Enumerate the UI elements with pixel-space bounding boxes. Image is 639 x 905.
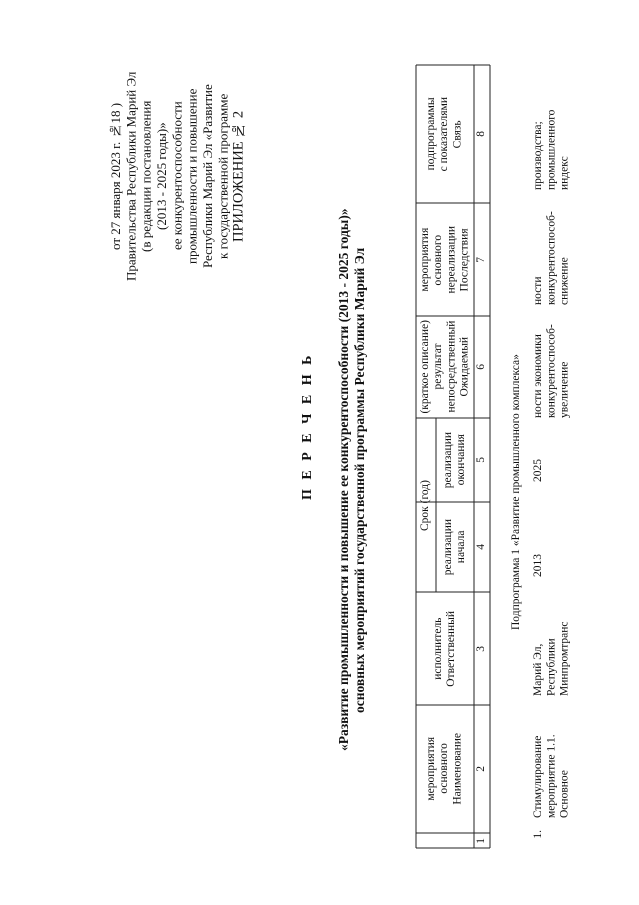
- appendix-line: Республики Марий Эл «Развитие: [199, 84, 215, 268]
- appendix-line: промышленности и повышение: [184, 88, 200, 264]
- cell-text: Основное: [558, 770, 571, 818]
- header-text: Связь: [451, 119, 464, 149]
- cell-text: индекс: [558, 156, 571, 190]
- cell-text: конкурентоспособ-: [545, 324, 558, 418]
- header-text: (краткое описание): [418, 320, 431, 414]
- appendix-title: ПРИЛОЖЕНИЕ № 2: [230, 110, 247, 242]
- column-number: 1: [475, 837, 488, 844]
- header-text: основного: [438, 743, 451, 795]
- header-text: реализации: [441, 518, 454, 576]
- header-text: Срок (год): [419, 479, 432, 531]
- column-number: 2: [475, 766, 488, 772]
- cell-text: Стимулирование: [532, 735, 544, 818]
- header-text: с показателями: [438, 96, 451, 172]
- header-consequences: [416, 203, 474, 316]
- header-start: [436, 502, 474, 592]
- header-text: Ответственный: [445, 610, 457, 687]
- header-end: [436, 418, 474, 502]
- column-number: 7: [475, 256, 488, 263]
- header-result: [416, 316, 474, 418]
- cell-text: Республики: [545, 638, 558, 696]
- row-number: 1.: [532, 830, 544, 839]
- header-name: [416, 705, 474, 833]
- subprogram-title: Подпрограмма 1 «Развитие промышленного комплекса»: [510, 354, 522, 630]
- header-text: мероприятия: [418, 227, 431, 292]
- cell-text: конкурентоспособ-: [545, 211, 558, 305]
- header-text: исполнитель: [431, 617, 444, 680]
- header-text: Последствия: [458, 228, 471, 291]
- column-number: 5: [475, 457, 488, 463]
- header-text: начала: [455, 530, 467, 564]
- subtitle-line-2: «Развитие промышленности и повышение ее конкурентоспособности (2013 - 2025 годы)»: [336, 208, 351, 752]
- appendix-line: (в редакции постановления: [138, 100, 154, 252]
- cell-text: увеличение: [558, 361, 571, 418]
- header-text: непосредственный: [445, 321, 457, 413]
- header-text: подпрограммы: [425, 97, 438, 171]
- column-number: 6: [475, 364, 488, 370]
- header-text: нереализации: [445, 225, 457, 294]
- cell-text: ности: [532, 276, 544, 305]
- cell-text: мероприятие 1.1.: [545, 734, 558, 818]
- appendix-line: (2013 - 2025 годы)»: [153, 122, 169, 230]
- appendix-line: от 27 января 2023 г. №18 ): [108, 102, 123, 250]
- row-consequences: [532, 205, 572, 305]
- cell-text: промышленного: [545, 109, 558, 190]
- appendix-line: ее конкурентоспособности: [169, 101, 185, 251]
- header-text: основного: [431, 234, 444, 285]
- column-number: 3: [475, 645, 488, 652]
- cell-text: Минпромтранс: [558, 621, 571, 696]
- row-executor: [532, 604, 572, 696]
- cell-text: производства;: [532, 121, 544, 190]
- cell-text: Марий Эл,: [532, 643, 544, 696]
- row-end-year: 2025: [532, 459, 544, 482]
- subtitle-line-1: основных мероприятий государственной программы Республики Марий Эл: [351, 247, 367, 713]
- appendix-line: к государственной программе: [215, 93, 231, 259]
- column-number: 8: [475, 131, 488, 137]
- header-text: результат: [431, 343, 444, 391]
- header-text: мероприятия: [425, 737, 438, 801]
- header-executor: [416, 592, 474, 705]
- document-title: П Е Р Е Ч Е Н Ь: [300, 352, 315, 500]
- row-start-year: 2013: [532, 554, 544, 577]
- cell-text: снижение: [558, 257, 571, 305]
- row-result: [532, 318, 572, 418]
- header-link: [416, 65, 474, 203]
- header-term-group: [416, 418, 436, 592]
- header-text: Ожидаемый: [458, 337, 471, 397]
- row-name: [532, 722, 572, 818]
- appendix-line: Правительства Республики Марий Эл: [123, 71, 139, 281]
- column-number: 4: [475, 544, 488, 550]
- header-text: окончания: [455, 434, 467, 486]
- header-text: Наименование: [451, 733, 464, 805]
- row-link: [532, 100, 572, 190]
- cell-text: ности экономики: [532, 334, 544, 418]
- header-text: реализации: [441, 431, 454, 489]
